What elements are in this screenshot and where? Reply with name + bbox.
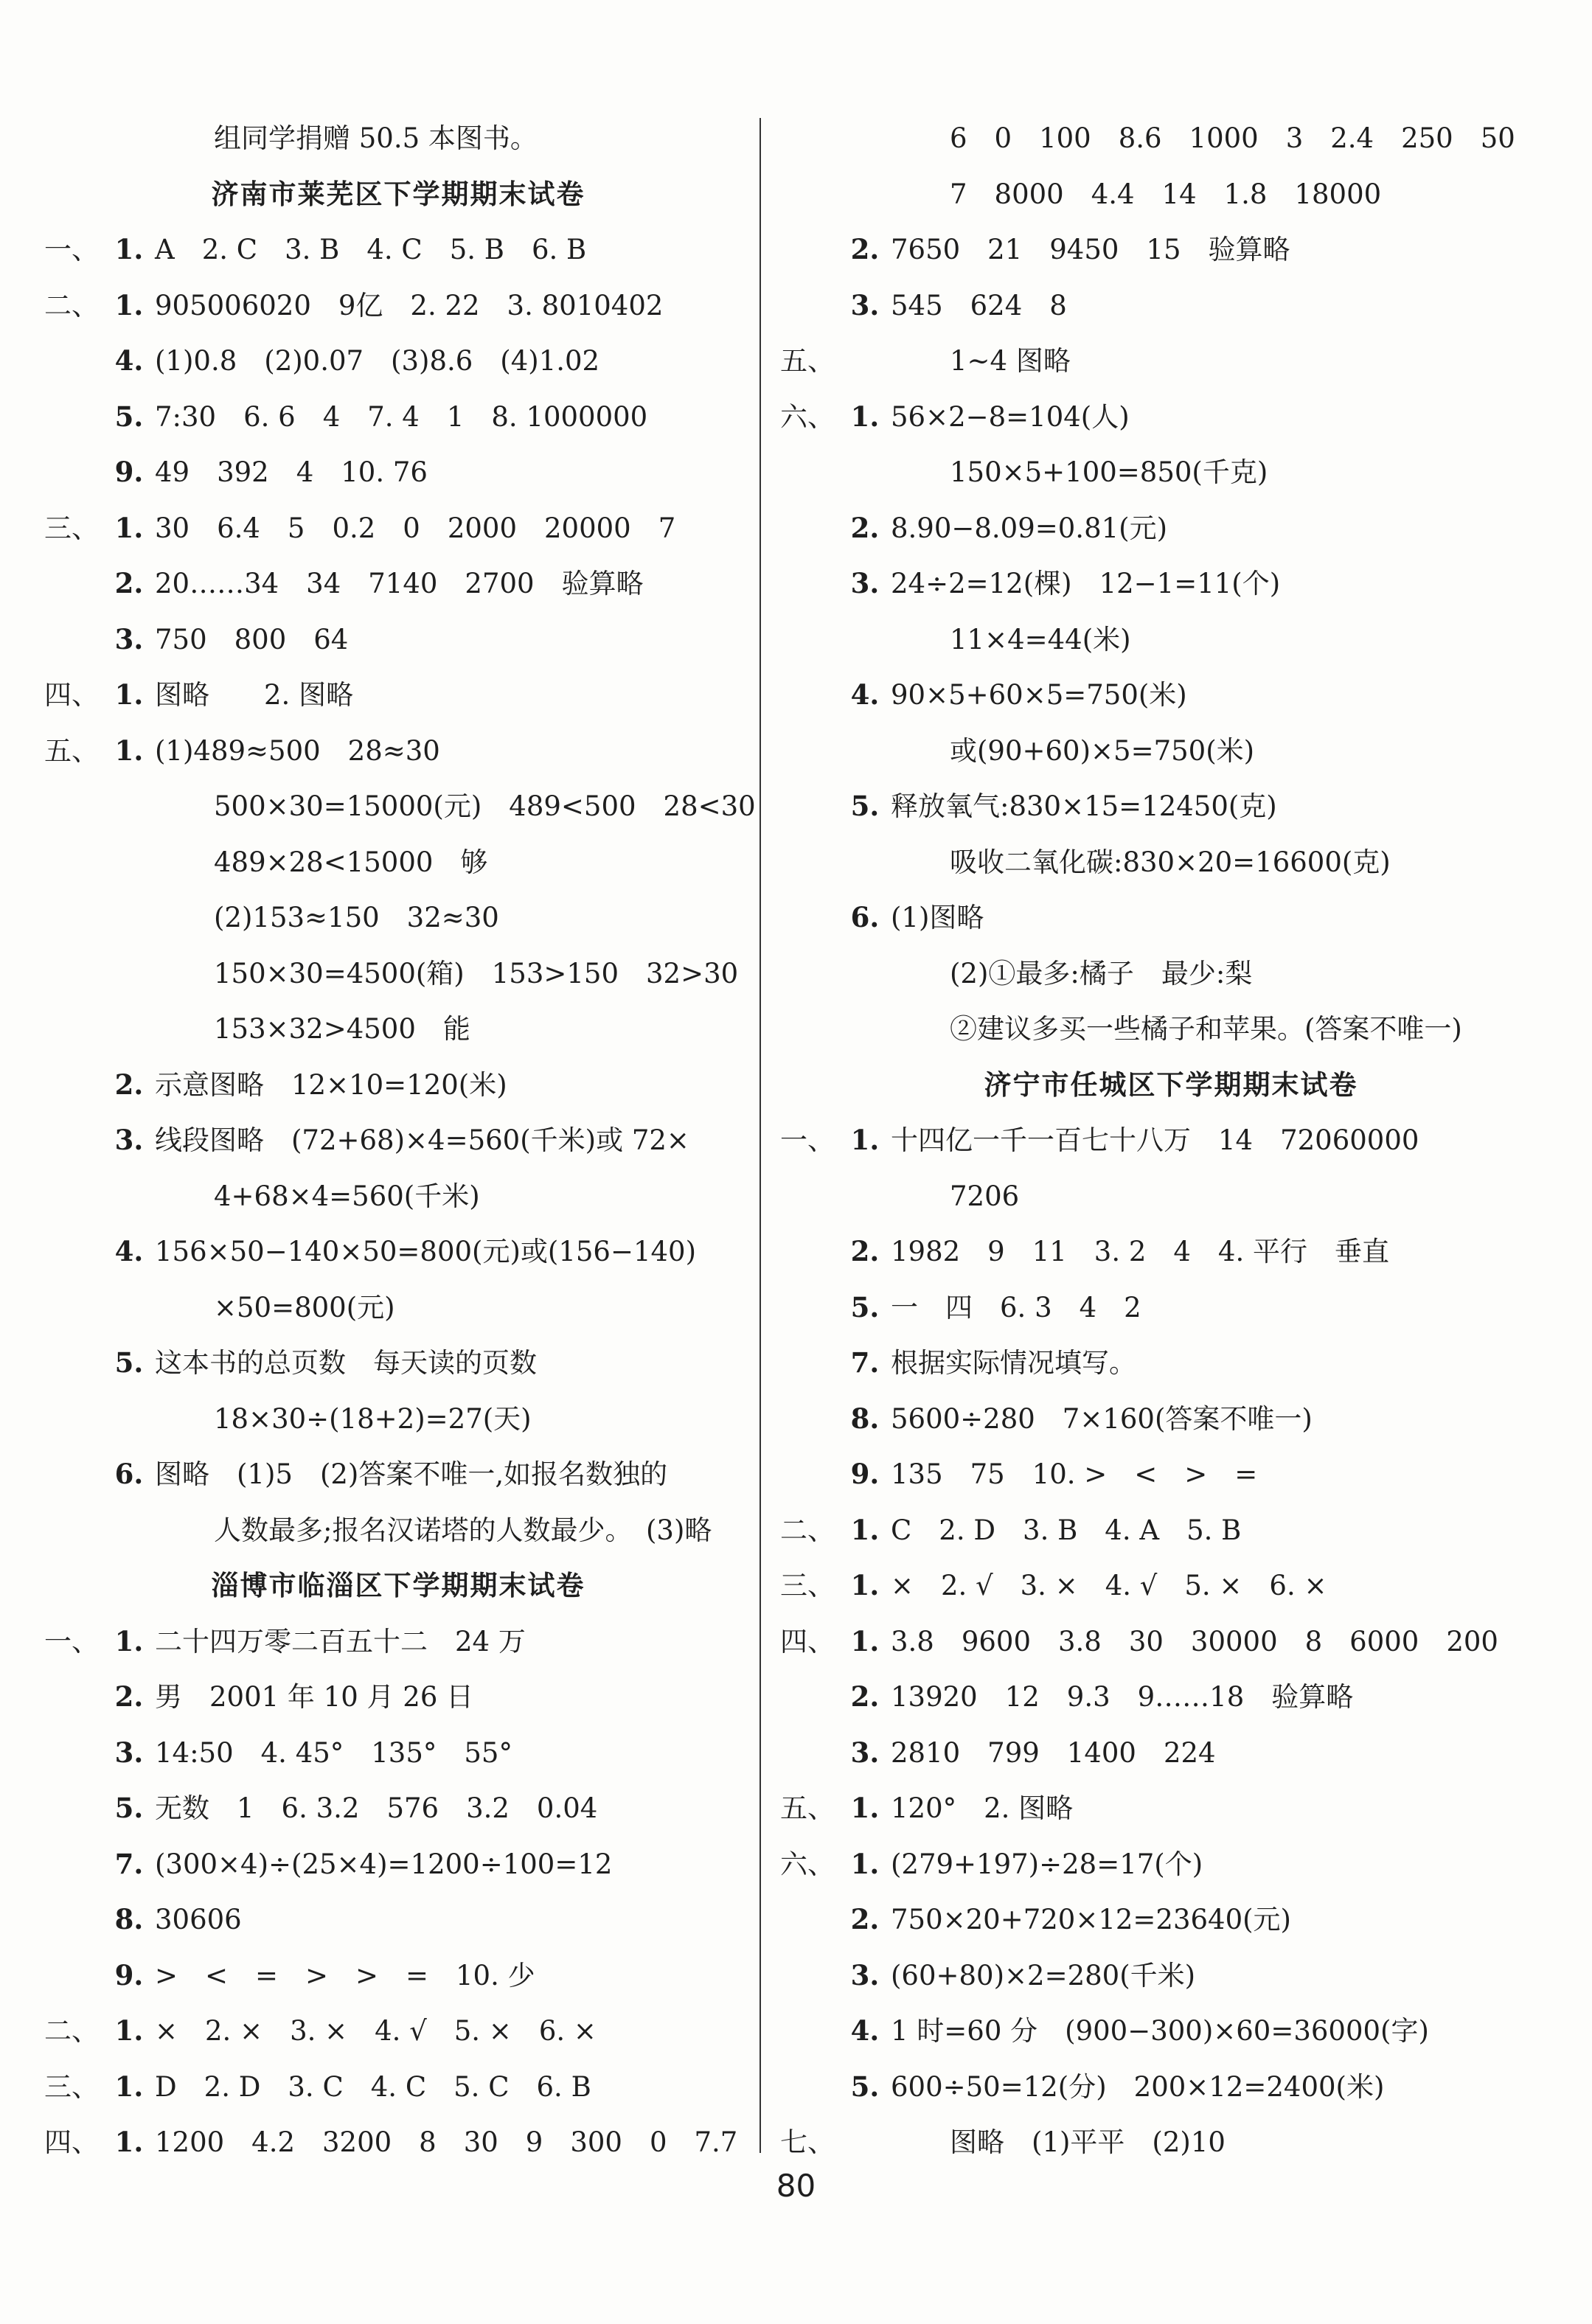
answer-line (44, 111, 752, 167)
question-number: 3. (850, 1958, 880, 1991)
answer-line (44, 1892, 752, 1948)
answer-line (44, 1669, 752, 1725)
question-number: 3. (850, 1736, 880, 1769)
part-number: 五、 (780, 1792, 835, 1824)
answer-text: 1~4 图略 (950, 345, 1071, 377)
answer-line (780, 1280, 1562, 1336)
answer-text: 11×4=44(米) (950, 623, 1131, 655)
question-number: 2. (850, 511, 880, 544)
answer-line (44, 556, 752, 612)
answer-text: 30 6.4 5 0.2 0 2000 20000 7 (155, 512, 676, 544)
answer-line (44, 445, 752, 501)
answer-line (780, 2115, 1562, 2171)
part-number: 四、 (780, 1625, 835, 1657)
answer-line (44, 1781, 752, 1837)
part-number: 五、 (44, 734, 99, 767)
answer-text: 图略 2. 图略 (155, 679, 354, 711)
answer-line (780, 1503, 1562, 1559)
part-number: 二、 (44, 2015, 99, 2047)
answer-line (780, 890, 1562, 946)
question-number: 1. (850, 1124, 880, 1156)
question-number: 1. (114, 1624, 144, 1657)
part-number: 三、 (780, 1570, 835, 1601)
part-number: 四、 (44, 679, 99, 711)
answer-text: 组同学捐赠 50.5 本图书。 (214, 122, 538, 154)
answer-line (44, 723, 752, 779)
part-number: 二、 (44, 289, 99, 321)
section-title: 济南市莱芜区下学期期末试卷 (211, 177, 585, 210)
part-number: 六、 (780, 1848, 835, 1880)
answer-line (44, 333, 752, 389)
answer-text: 545 624 8 (891, 289, 1067, 321)
part-number: 三、 (44, 512, 99, 544)
question-number: 4. (850, 678, 880, 711)
question-number: 1. (114, 734, 144, 767)
part-number: 七、 (780, 2126, 835, 2158)
question-number: 2. (114, 1068, 144, 1101)
answer-line (780, 1781, 1562, 1837)
answer-line (780, 1447, 1562, 1503)
answer-text: 吸收二氧化碳:830×20=16600(克) (950, 846, 1391, 878)
answer-text: 7650 21 9450 15 验算略 (891, 234, 1290, 265)
answer-text: 905006020 9亿 2. 22 3. 8010402 (155, 289, 664, 321)
answer-line (780, 1948, 1562, 2004)
question-number: 8. (850, 1402, 880, 1435)
answer-line (44, 1725, 752, 1781)
answer-text: 135 75 10. > < > = (891, 1458, 1258, 1490)
answer-line (44, 278, 752, 334)
answer-text: 500×30=15000(元) 489<500 28<30 (214, 790, 756, 822)
question-number: 3. (850, 567, 880, 599)
answer-text: 图略 (1)平平 (2)10 (950, 2126, 1226, 2158)
answer-line (44, 890, 752, 946)
answer-line (44, 1447, 752, 1503)
answer-text: 153×32>4500 能 (214, 1013, 470, 1045)
answer-line (780, 2003, 1562, 2059)
answer-text: (60+80)×2=280(千米) (891, 1959, 1196, 1991)
question-number: 5. (850, 1290, 880, 1323)
answer-line (44, 1948, 752, 2004)
answer-text: 线段图略 (72+68)×4=560(千米)或 72× (155, 1124, 689, 1156)
answer-line (44, 1503, 752, 1559)
answer-text: 一 四 6. 3 4 2 (891, 1291, 1141, 1323)
question-number: 9. (114, 456, 144, 488)
answer-text: 释放氧气:830×15=12450(克) (891, 790, 1277, 822)
answer-line (44, 835, 752, 891)
part-number: 一、 (44, 234, 99, 265)
answer-line (44, 2003, 752, 2059)
answer-line (780, 1113, 1562, 1169)
answer-text: 18×30÷(18+2)=27(天) (214, 1402, 532, 1435)
question-number: 2. (850, 1903, 880, 1935)
part-number: 一、 (780, 1124, 835, 1156)
answer-line (44, 222, 752, 278)
page-number: 80 (776, 2168, 816, 2204)
answer-line (44, 2059, 752, 2115)
answer-text: 24÷2=12(棵) 12−1=11(个) (891, 568, 1281, 599)
answer-line (780, 835, 1562, 891)
question-number: 1. (850, 1569, 880, 1601)
answer-line (780, 946, 1562, 1002)
answer-line (44, 1169, 752, 1225)
question-number: 3. (850, 288, 880, 321)
question-number: 2. (850, 1680, 880, 1713)
answer-line (780, 2059, 1562, 2115)
question-number: 1. (850, 1847, 880, 1880)
answer-text: 7:30 6. 6 4 7. 4 1 8. 1000000 (155, 400, 648, 433)
answer-text: (1)489≈500 28≈30 (155, 734, 440, 767)
answer-line (780, 111, 1562, 167)
answer-line (780, 1558, 1562, 1614)
question-number: 9. (850, 1458, 880, 1490)
section-title: 济宁市任城区下学期期末试卷 (984, 1068, 1358, 1101)
question-number: 6. (114, 1458, 144, 1490)
answer-line (780, 556, 1562, 612)
question-number: 3. (114, 622, 144, 655)
answer-text: 150×30=4500(箱) 153>150 32>30 (214, 957, 739, 989)
question-number: 1. (850, 1792, 880, 1824)
answer-text: (300×4)÷(25×4)=1200÷100=12 (155, 1848, 613, 1880)
answer-text: 根据实际情况填写。 (891, 1347, 1136, 1379)
answer-line (780, 1169, 1562, 1225)
question-number: 1. (850, 400, 880, 433)
answer-line (44, 779, 756, 835)
answer-text: 图略 (1)5 (2)答案不唯一,如报名数独的 (155, 1458, 668, 1490)
question-number: 2. (850, 233, 880, 265)
part-number: 四、 (44, 2126, 99, 2158)
answer-line (44, 1335, 752, 1391)
answer-text: 7206 (950, 1180, 1020, 1212)
answer-text: (1)0.8 (2)0.07 (3)8.6 (4)1.02 (155, 345, 600, 377)
answer-text: 120° 2. 图略 (891, 1792, 1074, 1824)
answer-text: (1)图略 (891, 902, 984, 933)
question-number: 5. (114, 1792, 144, 1824)
answer-text: (2)153≈150 32≈30 (214, 902, 499, 933)
answer-text: 男 2001 年 10 月 26 日 (155, 1681, 474, 1713)
answer-line (780, 333, 1562, 389)
right-column (780, 111, 1562, 2171)
answer-text: 1982 9 11 3. 2 4 4. 平行 垂直 (891, 1236, 1389, 1267)
answer-line (780, 1892, 1562, 1948)
question-number: 5. (850, 790, 880, 822)
answer-text: 90×5+60×5=750(米) (891, 679, 1187, 711)
question-number: 5. (114, 400, 144, 433)
answer-line (44, 1391, 752, 1447)
answer-line (780, 1837, 1562, 1893)
answer-line (780, 222, 1562, 278)
question-number: 2. (114, 1680, 144, 1713)
question-number: 1. (114, 511, 144, 544)
question-number: 3. (114, 1736, 144, 1769)
answer-line (780, 1335, 1562, 1391)
answer-text: × 2. × 3. × 4. √ 5. × 6. × (155, 2015, 597, 2047)
answer-line (44, 667, 752, 723)
answer-text: 1200 4.2 3200 8 30 9 300 0 7.7 (155, 2126, 738, 2158)
question-number: 7. (114, 1847, 144, 1880)
part-number: 一、 (44, 1625, 99, 1657)
answer-line (44, 1113, 752, 1169)
question-number: 1. (850, 1513, 880, 1546)
answer-text: 这本书的总页数 每天读的页数 (155, 1347, 537, 1379)
answer-line (780, 1224, 1562, 1280)
answer-line (780, 1669, 1562, 1725)
answer-line (780, 1725, 1562, 1781)
question-number: 4. (850, 2014, 880, 2047)
question-number: 7. (850, 1346, 880, 1379)
answer-text: A 2. C 3. B 4. C 5. B 6. B (155, 234, 587, 265)
answer-line (44, 612, 752, 668)
question-number: 9. (114, 1958, 144, 1991)
question-number: 1. (114, 233, 144, 265)
answer-text: 56×2−8=104(人) (891, 400, 1130, 433)
left-column (44, 111, 756, 2171)
question-number: 2. (114, 567, 144, 599)
question-number: 5. (850, 2070, 880, 2103)
answer-line (780, 779, 1562, 835)
answer-line (780, 723, 1562, 779)
question-number: 1. (114, 678, 144, 711)
answer-text: D 2. D 3. C 4. C 5. C 6. B (155, 2070, 591, 2103)
answer-line (44, 1614, 752, 1670)
answer-line (44, 1837, 752, 1893)
part-number: 三、 (44, 2070, 99, 2103)
answer-text: 8.90−8.09=0.81(元) (891, 512, 1168, 544)
answer-text: 7 8000 4.4 14 1.8 18000 (950, 178, 1382, 210)
answer-line (44, 1057, 752, 1113)
answer-text: (2)①最多:橘子 最少:梨 (950, 957, 1253, 989)
answer-text: 5600÷280 7×160(答案不唯一) (891, 1402, 1313, 1435)
question-number: 6. (850, 901, 880, 933)
question-number: 4. (114, 344, 144, 377)
answer-text: 14:50 4. 45° 135° 55° (155, 1736, 512, 1769)
answer-text: 无数 1 6. 3.2 576 3.2 0.04 (155, 1792, 598, 1824)
answer-line (780, 612, 1562, 668)
answer-text: 750×20+720×12=23640(元) (891, 1904, 1291, 1935)
answer-text: 750 800 64 (155, 623, 349, 655)
answer-line (44, 1001, 752, 1057)
answer-text: 6 0 100 8.6 1000 3 2.4 250 50 (950, 122, 1515, 154)
column-divider (759, 118, 761, 2153)
question-number: 1. (114, 2070, 144, 2103)
section-title: 淄博市临淄区下学期期末试卷 (211, 1569, 585, 1601)
part-number: 二、 (780, 1514, 835, 1546)
answer-text: 2810 799 1400 224 (891, 1736, 1216, 1769)
answer-text: 3.8 9600 3.8 30 30000 8 6000 200 (891, 1625, 1498, 1657)
answer-text: 示意图略 12×10=120(米) (155, 1068, 507, 1101)
answer-text: 或(90+60)×5=750(米) (950, 734, 1255, 767)
answer-line (44, 1224, 752, 1280)
answer-line (780, 389, 1562, 445)
answer-line (780, 167, 1562, 223)
answer-text: 1 时=60 分 (900−300)×60=36000(字) (891, 2015, 1429, 2047)
answer-line (44, 946, 752, 1002)
answer-text: ②建议多买一些橘子和苹果。(答案不唯一) (950, 1013, 1462, 1045)
answer-line (780, 501, 1562, 557)
answer-text: ×50=800(元) (214, 1291, 395, 1323)
question-number: 1. (114, 2126, 144, 2158)
answer-text: 49 392 4 10. 76 (155, 456, 428, 488)
answer-line (44, 2115, 752, 2171)
answer-text: 156×50−140×50=800(元)或(156−140) (155, 1236, 697, 1267)
answer-line (780, 1001, 1562, 1057)
answer-text: 二十四万零二百五十二 24 万 (155, 1625, 526, 1657)
question-number: 2. (850, 1235, 880, 1267)
question-number: 8. (114, 1903, 144, 1935)
answer-line (780, 1614, 1562, 1670)
question-number: 1. (114, 2014, 144, 2047)
answer-text: 30606 (155, 1904, 242, 1935)
answer-line (44, 501, 752, 557)
answer-text: 600÷50=12(分) 200×12=2400(米) (891, 2070, 1385, 2103)
answer-text: 150×5+100=850(千克) (950, 456, 1268, 488)
answer-text: 人数最多;报名汉诺塔的人数最少。 (3)略 (214, 1514, 712, 1546)
question-number: 1. (850, 1624, 880, 1657)
answer-text: × 2. √ 3. × 4. √ 5. × 6. × (891, 1570, 1327, 1601)
question-number: 1. (114, 288, 144, 321)
part-number: 六、 (780, 400, 835, 433)
answer-line (780, 1391, 1562, 1447)
answer-text: (279+197)÷28=17(个) (891, 1848, 1203, 1880)
question-number: 3. (114, 1124, 144, 1156)
answer-text: 4+68×4=560(千米) (214, 1180, 480, 1212)
answer-text: 13920 12 9.3 9……18 验算略 (891, 1681, 1354, 1713)
answer-text: C 2. D 3. B 4. A 5. B (891, 1514, 1242, 1546)
answer-line (44, 389, 752, 445)
answer-line (44, 1280, 752, 1336)
question-number: 4. (114, 1235, 144, 1267)
answer-line (780, 278, 1562, 334)
answer-line (780, 445, 1562, 501)
part-number: 五、 (780, 345, 835, 377)
answer-text: > < = > > = 10. 少 (155, 1959, 535, 1991)
question-number: 5. (114, 1346, 144, 1379)
answer-text: 489×28<15000 够 (214, 846, 488, 878)
answer-text: 20……34 34 7140 2700 验算略 (155, 568, 644, 599)
answer-line (780, 667, 1562, 723)
answer-text: 十四亿一千一百七十八万 14 72060000 (891, 1124, 1419, 1156)
